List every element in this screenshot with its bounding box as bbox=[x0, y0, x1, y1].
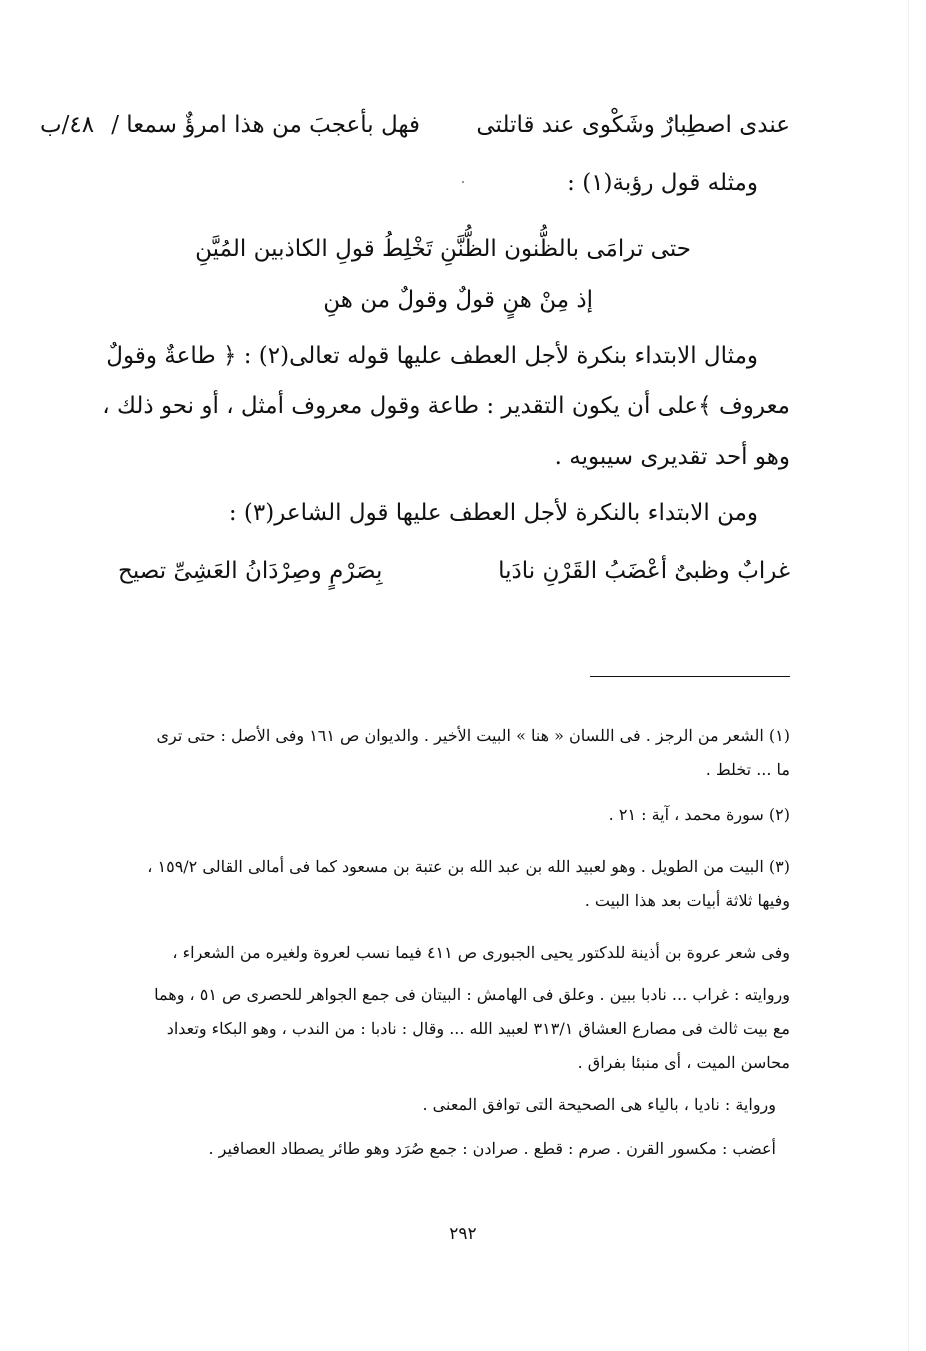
footnote-separator bbox=[590, 676, 790, 677]
footnote-5-line-1: ورواية : ناديا ، بالياء هى الصحيحة التى توافق المعنى . bbox=[422, 1095, 776, 1114]
footnote-3-line-1: (٣) البيت من الطويل . وهو لعبيد الله بن عبد الله بن عتبة بن مسعود كما فى أمالى القالى ١٥٩/٢ ، bbox=[147, 857, 790, 876]
verse-1 bbox=[40, 114, 790, 144]
footnote-1-line-2: ما ... تخلط . bbox=[705, 760, 790, 779]
scan-edge bbox=[908, 0, 909, 1351]
footnote-4-line-4: محاسن الميت ، أى منبئا بفراق . bbox=[577, 1053, 790, 1072]
paragraph-1-line-1: ومثال الابتداء بنكرة لأجل العطف عليها قوله تعالى(٢) : ﴿ طاعةٌ وقولٌ bbox=[106, 343, 758, 369]
stray-dot bbox=[462, 181, 464, 183]
footnote-1-line-1: (١) الشعر من الرجز . فى اللسان « هنا » البيت الأخير . والديوان ص ١٦١ وفى الأصل : حتى ترى bbox=[156, 726, 790, 745]
intro-ruba: ومثله قول رؤبة(١) : bbox=[567, 170, 758, 196]
footnote-4-line-3: مع بيت ثالث فى مصارع العشاق ٣١٣/١ لعبيد الله ... وقال : نادبا : من الندب ، وهو البكاء وتعداد bbox=[166, 1019, 790, 1038]
verse-1-hemistich-right: عندى اصطِبارٌ وشَكْوى عند قاتلتى bbox=[476, 112, 790, 138]
footnote-4-line-2: وروايته : غراب ... نادبا ببين . وعلق فى الهامش : البيتان فى جمع الجواهر للحصرى ص ٥١ ، وهما bbox=[154, 985, 790, 1004]
verse-1-hemistich-left: فهل بأعجبَ من هذا امرؤٌ سمعا / bbox=[111, 112, 420, 138]
verse-2-hemistich-left: بِصَرْمٍ وصِرْدَانُ العَشِىِّ تصيح bbox=[118, 558, 383, 584]
folio-mark: ٤٨/ب bbox=[40, 112, 95, 138]
rajaz-line-1: حتى ترامَى بالظُّنون الظُّنَّنِ تَخْلِطُ قولِ الكاذبين المُيَّنِ bbox=[195, 236, 691, 262]
footnote-6-line-1: أعضب : مكسور القرن . صرم : قطع . صرادن : جمع صُرَد وهو طائر يصطاد العصافير . bbox=[208, 1139, 776, 1158]
verse-2 bbox=[118, 560, 790, 590]
paragraph-1-line-3: وهو أحد تقديرى سيبويه . bbox=[554, 444, 790, 470]
paragraph-2-line-1: ومن الابتداء بالنكرة لأجل العطف عليها قول الشاعر(٣) : bbox=[228, 500, 758, 526]
verse-2-hemistich-right: غرابٌ وظبىٌ أعْضَبُ القَرْنِ نادَيا bbox=[498, 558, 790, 584]
rajaz-line-2: إذ مِنْ هنٍ قولٌ وقولٌ من هنِ bbox=[323, 287, 593, 313]
footnote-4-line-1: وفى شعر عروة بن أذينة للدكتور يحيى الجبورى ص ٤١١ فيما نسب لعروة ولغيره من الشعراء ، bbox=[172, 943, 790, 962]
paragraph-1-line-2: معروف ﴾على أن يكون التقدير : طاعة وقول معروف أمثل ، أو نحو ذلك ، bbox=[102, 393, 790, 419]
footnote-3-line-2: وفيها ثلاثة أبيات بعد هذا البيت . bbox=[584, 891, 790, 910]
footnote-2-line-1: (٢) سورة محمد ، آية : ٢١ . bbox=[608, 805, 790, 824]
page-number: ٢٩٢ bbox=[449, 1224, 477, 1244]
